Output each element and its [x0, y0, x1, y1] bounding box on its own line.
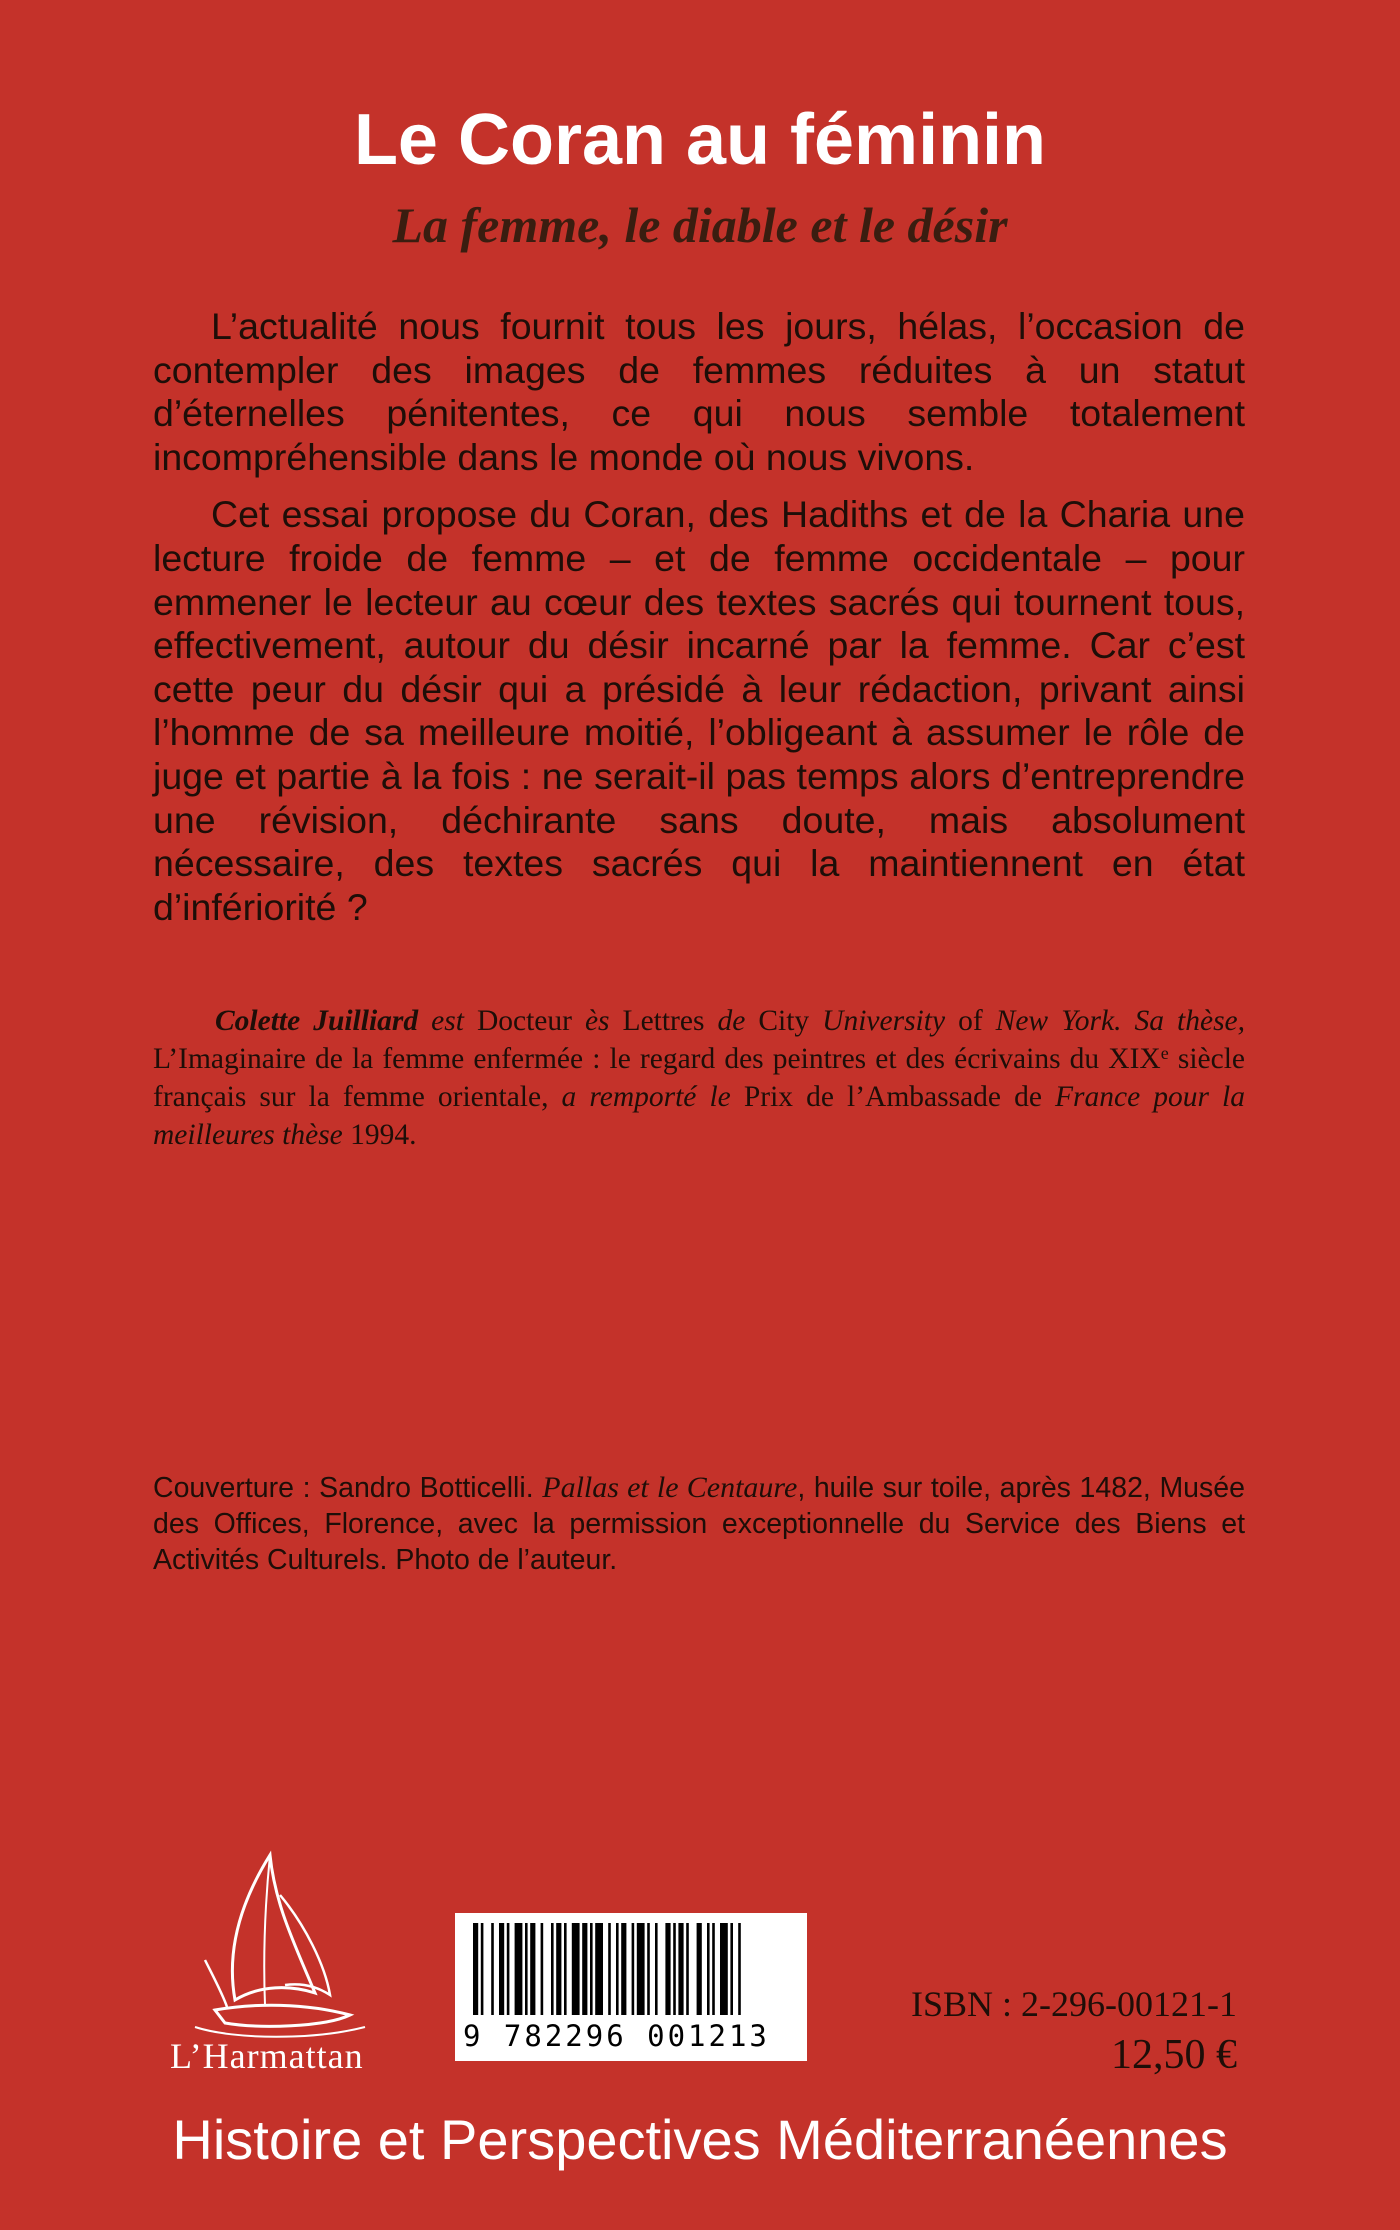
barcode-bar [595, 1923, 603, 2015]
barcode-bar [720, 1923, 728, 2015]
barcode-bar [738, 1923, 741, 2015]
thesis-title: siècle français sur la femme orientale, [153, 1043, 1245, 1113]
barcode-bar [665, 1923, 670, 2015]
bio-text: City [758, 1005, 810, 1037]
barcode-bar [481, 1923, 484, 2015]
bio-text: . Sa thèse, [1114, 1005, 1246, 1037]
bio-text: New York [982, 1005, 1115, 1037]
barcode-bar [491, 1923, 494, 2015]
barcode-bar [582, 1923, 587, 2015]
barcode-bar [616, 1923, 619, 2015]
bio-text: de [704, 1005, 759, 1037]
barcode-bar [608, 1923, 611, 2015]
barcode-bar [556, 1923, 561, 2015]
credit-text: , huile sur toile, après 1482, Musée des Offices, Florence, avec la permission exceptionnelle du Service des Biens et Activités Culturels. Photo de l’auteur. [153, 1472, 1245, 1576]
barcode-bar [572, 1923, 580, 2015]
barcode-bar [551, 1923, 554, 2015]
barcode-bars [455, 1913, 807, 2023]
bio-text: Lettres [622, 1005, 705, 1037]
price: 12,50 € [1111, 2032, 1237, 2078]
painting-title: Pallas et le Centaure [542, 1471, 798, 1504]
barcode-bar [673, 1923, 676, 2015]
bio-text: Prix de l’Ambassade de [730, 1081, 1055, 1113]
bio-text: 1994. [342, 1119, 417, 1151]
bio-text: Docteur [476, 1005, 572, 1037]
bio-text: ès [571, 1005, 623, 1037]
barcode-digits: 9 782296 001213 [463, 2019, 770, 2053]
bio-text: University [809, 1005, 959, 1037]
barcode-bar [697, 1923, 702, 2015]
isbn: ISBN : 2-296-00121-1 [911, 1984, 1237, 2024]
barcode-bar [686, 1923, 689, 2015]
barcode-bar [632, 1923, 635, 2015]
author-bio [153, 1002, 1245, 1154]
bio-text: a remporté le [561, 1081, 731, 1113]
barcode-bar [515, 1923, 523, 2015]
barcode-bar [499, 1923, 504, 2015]
barcode-bar [530, 1923, 535, 2015]
barcode-bar [564, 1923, 567, 2015]
book-title: Le Coran au féminin [353, 100, 1047, 180]
author-name: Colette Juilliard [215, 1005, 419, 1037]
barcode [455, 1913, 807, 2061]
barcode-bar [473, 1923, 478, 2015]
blurb-paragraph: L’actualité nous fournit tous les jours, hélas, l’occasion de contempler des images de femmes réduites à un statut d’éternelles pénitentes, ce qui nous semble totalement incompréhensible dans le monde où nous vivons. [153, 305, 1245, 478]
cover-credit [153, 1470, 1245, 1578]
series-name: Histoire et Perspectives Méditerranéennes [172, 2108, 1228, 2171]
barcode-bar [678, 1923, 683, 2015]
barcode-bar [712, 1923, 715, 2015]
barcode-bar [637, 1923, 645, 2015]
barcode-bar [707, 1923, 710, 2015]
thesis-title: L’Imaginaire de la femme enfermée : le regard des peintres et des écrivains du XIX [153, 1043, 1161, 1075]
book-subtitle: La femme, le diable et le désir [392, 197, 1008, 253]
barcode-bar [730, 1923, 733, 2015]
barcode-bar [541, 1923, 544, 2015]
credit-text: Couverture : Sandro Botticelli. [153, 1472, 543, 1504]
superscript: e [1160, 1043, 1169, 1063]
barcode-bar [621, 1923, 626, 2015]
publisher-name: L’Harmattan [170, 2036, 364, 2076]
barcode-bar [590, 1923, 593, 2015]
barcode-bar [647, 1923, 650, 2015]
bio-text: France pour la meilleures thèse [153, 1081, 1246, 1151]
blurb-paragraph: Cet essai propose du Coran, des Hadiths et de la Charia une lecture froide de femme – et de femme occidentale – pour emmener le lecteur au cœur des textes sacrés qui tournent tous, effectivement, autour du désir incarné par la femme. Car c’est cette peur du désir qui a présidé à leur rédaction, privant ainsi l’homme de sa meilleure moitié, l’obligeant à assumer le rôle de juge et partie à la fois : ne serait-il pas temps alors d’entreprendre une révision, déchirante sans doute, mais absolument nécessaire, des textes sacrés qui la maintiennent en état d’infériorité ? [153, 493, 1245, 928]
blurb [153, 305, 1245, 943]
bio-text: of [958, 1005, 983, 1037]
bio-text: est [418, 1005, 477, 1037]
barcode-bar [525, 1923, 528, 2015]
barcode-bar [655, 1923, 658, 2015]
barcode-bar [507, 1923, 510, 2015]
